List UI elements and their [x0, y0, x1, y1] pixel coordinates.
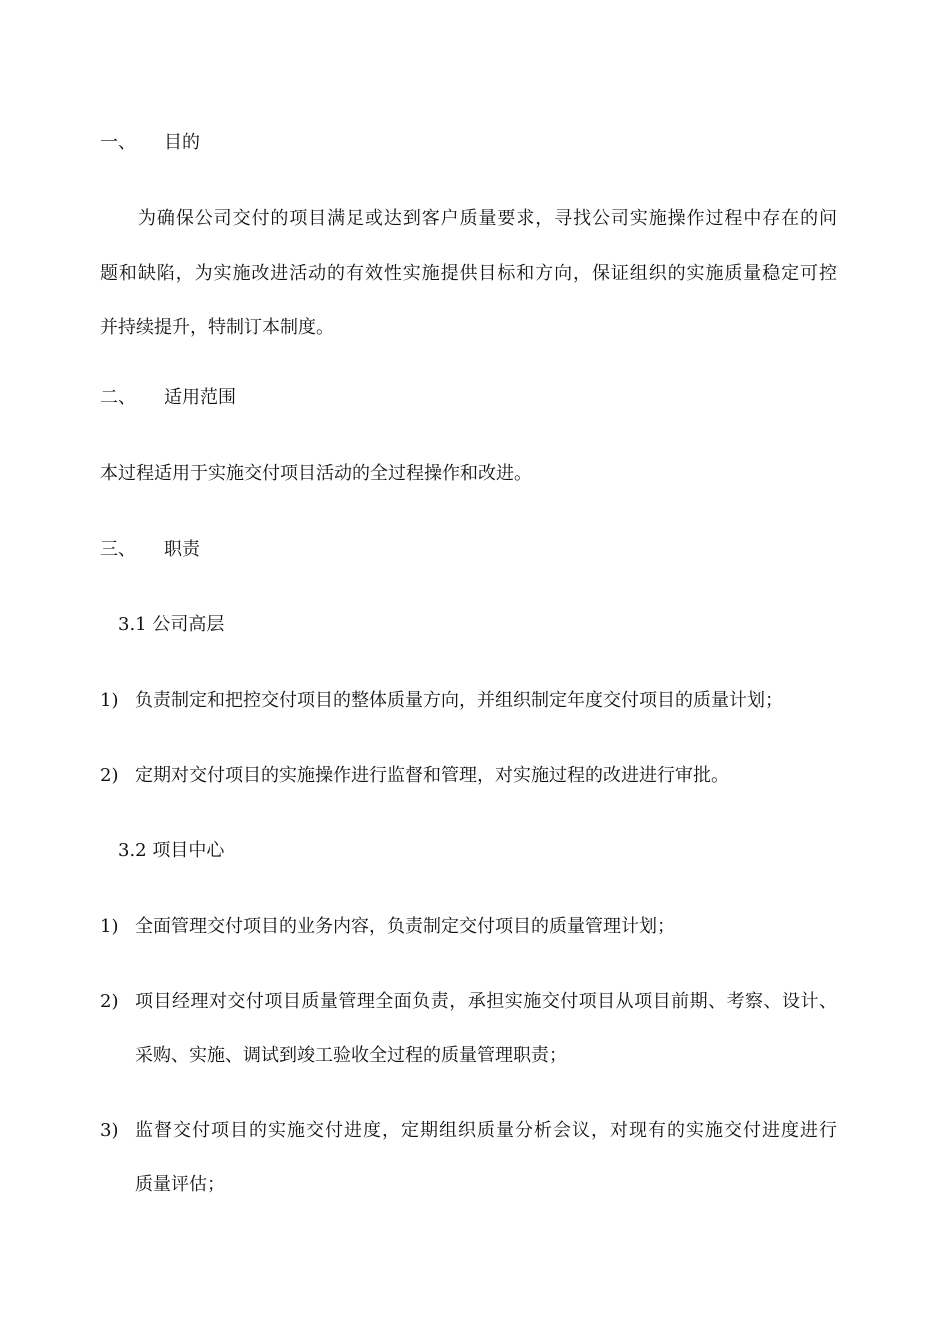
section-number: 二、 — [100, 387, 136, 408]
section-title: 职责 — [164, 539, 200, 560]
paragraph-line: 并持续提升，特制订本制度。 — [100, 317, 334, 338]
paragraph-line: 题和缺陷，为实施改进活动的有效性实施提供目标和方向，保证组织的实施质量稳定可控 — [100, 263, 837, 284]
section-title: 目的 — [164, 132, 200, 153]
paragraph-line: 为确保公司交付的项目满足或达到客户质量要求，寻找公司实施操作过程中存在的问 — [138, 208, 837, 229]
list-item-number: 1) — [100, 916, 119, 937]
list-item-number: 1) — [100, 690, 119, 711]
list-item-text: 质量评估； — [135, 1174, 225, 1195]
section-number: 三、 — [100, 539, 136, 560]
list-item-number: 3) — [100, 1120, 119, 1141]
list-item-number: 2) — [100, 765, 119, 786]
list-item-text: 采购、实施、调试到竣工验收全过程的质量管理职责； — [135, 1045, 567, 1066]
list-item-text: 项目经理对交付项目质量管理全面负责，承担实施交付项目从项目前期、考察、设计、 — [135, 991, 837, 1012]
section-number: 一、 — [100, 132, 136, 153]
paragraph-line: 本过程适用于实施交付项目活动的全过程操作和改进。 — [100, 463, 532, 484]
subsection-title: 3.1 公司高层 — [118, 614, 225, 635]
list-item-text: 监督交付项目的实施交付进度，定期组织质量分析会议，对现有的实施交付进度进行 — [135, 1120, 837, 1141]
subsection-title: 3.2 项目中心 — [118, 840, 225, 861]
list-item-number: 2) — [100, 991, 119, 1012]
list-item-text: 定期对交付项目的实施操作进行监督和管理，对实施过程的改进进行审批。 — [135, 765, 729, 786]
list-item-text: 全面管理交付项目的业务内容，负责制定交付项目的质量管理计划； — [135, 916, 675, 937]
list-item-text: 负责制定和把控交付项目的整体质量方向，并组织制定年度交付项目的质量计划； — [135, 690, 783, 711]
section-title: 适用范围 — [164, 387, 236, 408]
